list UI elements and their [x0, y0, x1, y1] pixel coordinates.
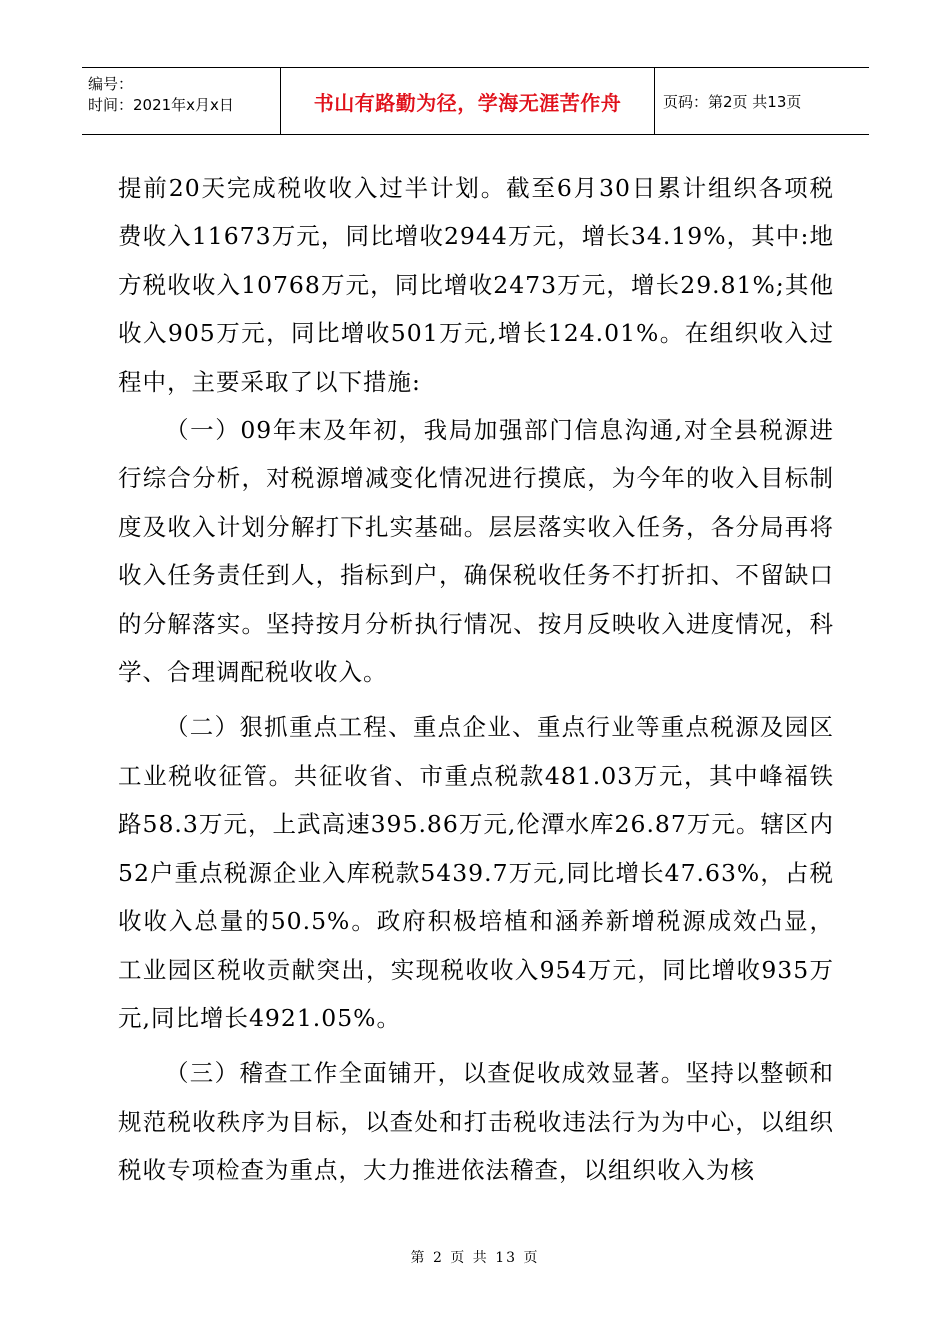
page-footer: 第 2 页 共 13 页: [410, 1250, 540, 1266]
document-body: [118, 164, 834, 1195]
header-motto-cell: [281, 68, 655, 134]
header-page-number: 页码：第2页 共13页: [663, 92, 802, 111]
paragraph-measure-1: （一）09年末及年初，我局加强部门信息沟通,对全县税源进行综合分析，对税源增减变化情况进行摸底，为今年的收入目标制度及收入计划分解打下扎实基础。层层落实收入任务，各分局再将收入任务责任到人，指标到户，确保税收任务不打折扣、不留缺口的分解落实。坚持按月分析执行情况、按月反映收入进度情况，科学、合理调配税收收入。: [118, 416, 834, 687]
paragraph-continuation: 提前20天完成税收收入过半计划。截至6月30日累计组织各项税费收入11673万元，同比增收2944万元，增长34.19%，其中:地方税收收入10768万元，同比增收2473万元，增长29.81%;其他收入905万元，同比增收501万元,增长124.01%。在组织收入过程中，主要采取了以下措施:: [118, 174, 834, 396]
page-header: [82, 67, 869, 135]
document-number-label: 编号：: [88, 75, 134, 93]
paragraph-measure-2: （二）狠抓重点工程、重点企业、重点行业等重点税源及园区工业税收征管。共征收省、市重点税款481.03万元，其中峰福铁路58.3万元，上武高速395.86万元,伦潭水库26.87万元。辖区内52户重点税源企业入库税款5439.7万元,同比增长47.63%，占税收收入总量的50.5%。政府积极培植和涵养新增税源成效凸显，工业园区税收贡献突出，实现税收收入954万元，同比增收935万元,同比增长4921.05%。: [118, 713, 834, 1032]
paragraph-measure-3: （三）稽查工作全面铺开，以查促收成效显著。坚持以整顿和规范税收秩序为目标，以查处和打击税收违法行为为中心，以组织税收专项检查为重点，大力推进依法稽查，以组织收入为核: [118, 1059, 834, 1185]
header-meta: [82, 68, 281, 134]
header-page-cell: [655, 68, 869, 134]
header-motto: 书山有路勤为径，学海无涯苦作舟: [313, 90, 622, 115]
document-time-label: 时间：2021年x月x日: [88, 96, 234, 114]
